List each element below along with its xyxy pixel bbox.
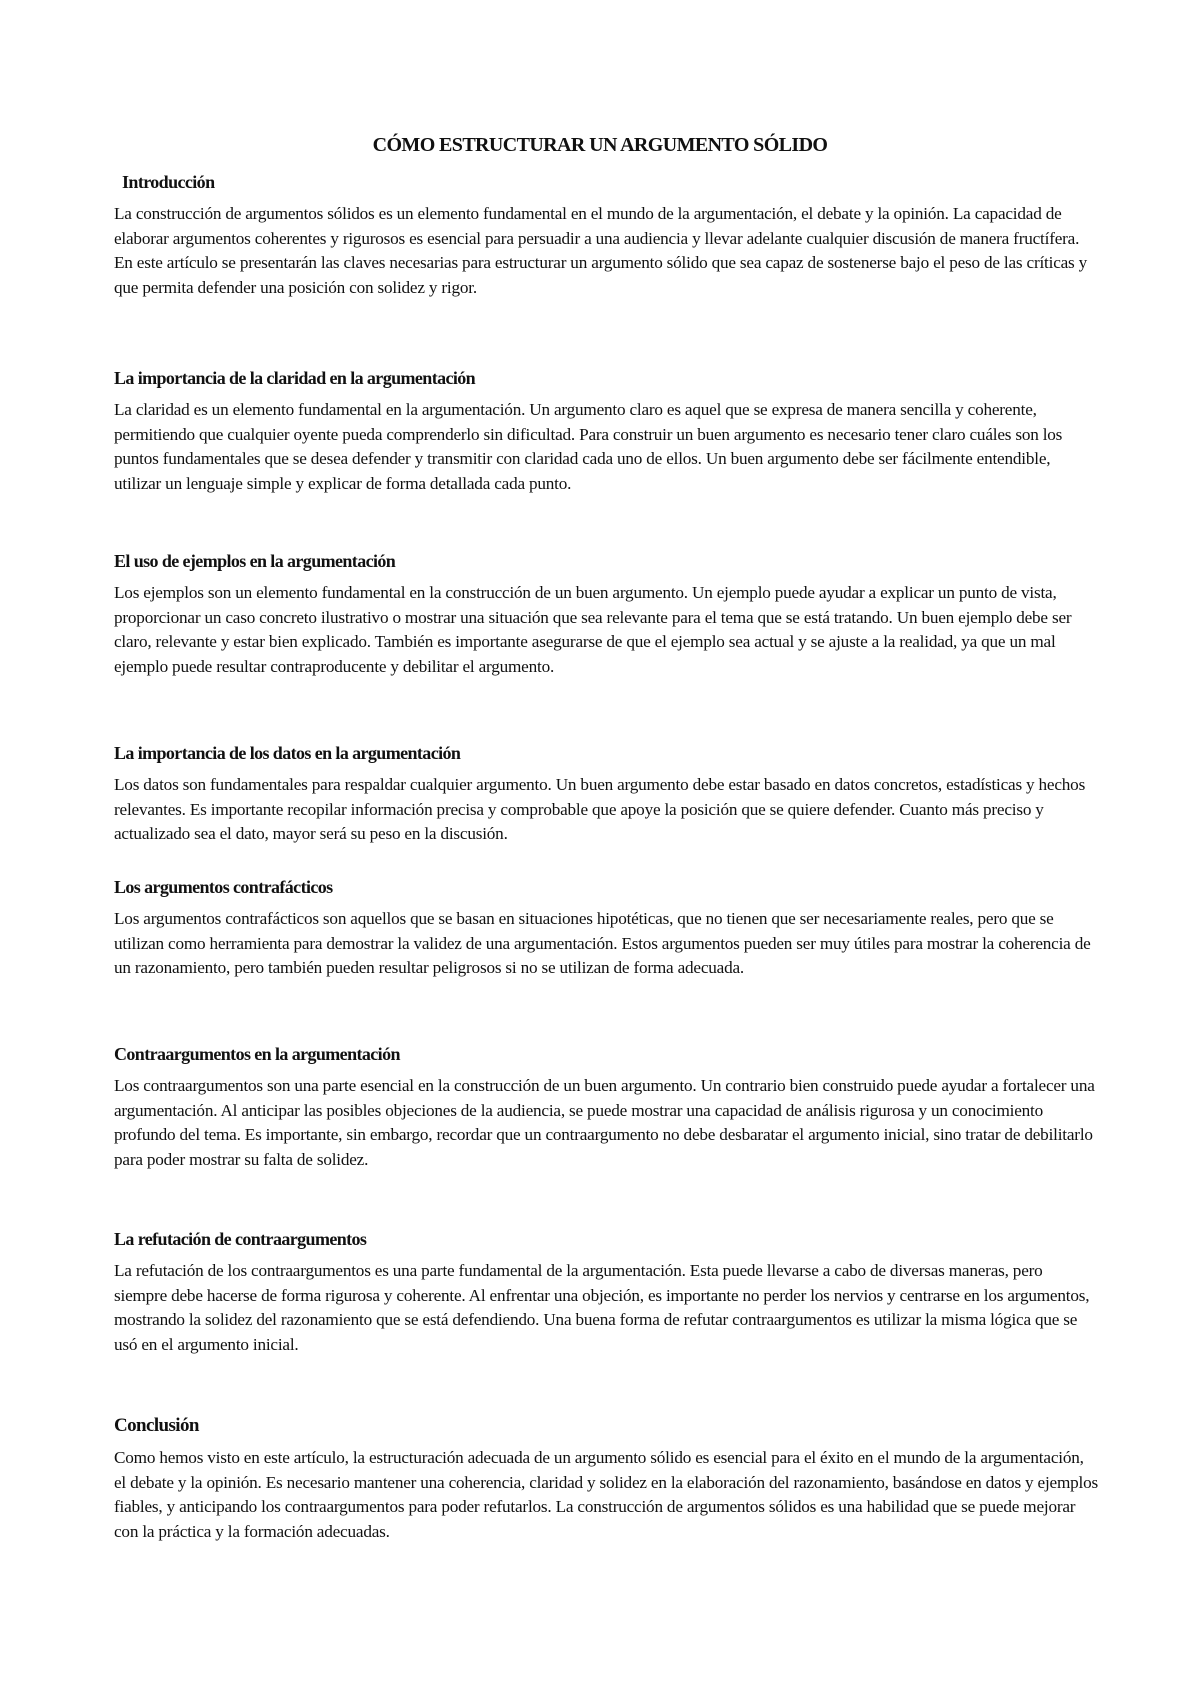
section-contrafacticos xyxy=(114,875,1099,981)
section-heading: Contraargumentos en la argumentación xyxy=(114,1044,400,1064)
section-heading: Los argumentos contrafácticos xyxy=(114,877,333,897)
section-refutacion xyxy=(114,1227,1099,1357)
section-heading: La refutación de contraargumentos xyxy=(114,1229,367,1249)
section-heading: El uso de ejemplos en la argumentación xyxy=(114,551,396,571)
section-paragraph: La refutación de los contraargumentos es una parte fundamental de la argumentación. Esta puede llevarse a cabo de diversas maneras, pero siempre debe hacerse de forma rigurosa y coherente. Al enfrentar una objeción, es importante no perder los nervios y centrarse en los argumentos, mostrando la solidez del razonamiento que se está defendiendo. Una buena forma de refutar contraargumentos es utilizar la misma lógica que se usó en el argumento inicial. xyxy=(114,1261,1090,1354)
section-datos xyxy=(114,741,1099,847)
section-heading: Conclusión xyxy=(114,1415,199,1436)
section-paragraph: Los datos son fundamentales para respaldar cualquier argumento. Un buen argumento debe estar basado en datos concretos, estadísticas y hechos relevantes. Es importante recopilar información precisa y comprobable que apoye la posición que se quiere defender. Cuanto más preciso y actualizado sea el dato, mayor será su peso en la discusión. xyxy=(114,775,1086,844)
section-conclusion xyxy=(114,1414,1099,1544)
section-heading: Introducción xyxy=(122,172,215,192)
section-heading: La importancia de la claridad en la argumentación xyxy=(114,368,476,388)
section-paragraph: La construcción de argumentos sólidos es un elemento fundamental en el mundo de la argumentación, el debate y la opinión. La capacidad de elaborar argumentos coherentes y rigurosos es esencial para persuadir a una audiencia y llevar adelante cualquier discusión de manera fructífera. En este artículo se presentarán las claves necesarias para estructurar un argumento sólido que sea capaz de sostenerse bajo el peso de las críticas y que permita defender una posición con solidez y rigor. xyxy=(114,204,1088,297)
section-contraargumentos xyxy=(114,1042,1099,1172)
section-paragraph: Los contraargumentos son una parte esencial en la construcción de un buen argumento. Un contrario bien construido puede ayudar a fortalecer una argumentación. Al anticipar las posibles objeciones de la audiencia, se puede mostrar una capacidad de análisis rigurosa y un conocimiento profundo del tema. Es importante, sin embargo, recordar que un contraargumento no debe desbaratar el argumento inicial, sino tratar de debilitarlo para poder mostrar su falta de solidez. xyxy=(114,1076,1095,1169)
section-introduccion xyxy=(114,170,1099,300)
section-heading: La importancia de los datos en la argumentación xyxy=(114,743,461,763)
section-claridad xyxy=(114,366,1099,496)
section-ejemplos xyxy=(114,549,1099,679)
section-paragraph: Los argumentos contrafácticos son aquellos que se basan en situaciones hipotéticas, que no tienen que ser necesariamente reales, pero que se utilizan como herramienta para demostrar la validez de una argumentación. Estos argumentos pueden ser muy útiles para mostrar la coherencia de un razonamiento, pero también pueden resultar peligrosos si no se utilizan de forma adecuada. xyxy=(114,909,1091,978)
section-paragraph: Como hemos visto en este artículo, la estructuración adecuada de un argumento sólido es esencial para el éxito en el mundo de la argumentación, el debate y la opinión. Es necesario mantener una coherencia, claridad y solidez en la elaboración del razonamiento, basándose en datos y ejemplos fiables, y anticipando los contraargumentos para poder refutarlos. La construcción de argumentos sólidos es una habilidad que se puede mejorar con la práctica y la formación adecuadas. xyxy=(114,1448,1098,1541)
document-title: CÓMO ESTRUCTURAR UN ARGUMENTO SÓLIDO xyxy=(372,134,828,156)
section-paragraph: Los ejemplos son un elemento fundamental en la construcción de un buen argumento. Un ejemplo puede ayudar a explicar un punto de vista, proporcionar un caso concreto ilustrativo o mostrar una situación que sea relevante para el tema que se está tratando. Un buen ejemplo debe ser claro, relevante y estar bien explicado. También es importante asegurarse de que el ejemplo sea actual y se ajuste a la realidad, ya que un mal ejemplo puede resultar contraproducente y debilitar el argumento. xyxy=(114,583,1072,676)
section-paragraph: La claridad es un elemento fundamental en la argumentación. Un argumento claro es aquel que se expresa de manera sencilla y coherente, permitiendo que cualquier oyente pueda comprenderlo sin dificultad. Para construir un buen argumento es necesario tener claro cuáles son los puntos fundamentales que se desea defender y transmitir con claridad cada uno de ellos. Un buen argumento debe ser fácilmente entendible, utilizar un lenguaje simple y explicar de forma detallada cada punto. xyxy=(114,400,1063,493)
